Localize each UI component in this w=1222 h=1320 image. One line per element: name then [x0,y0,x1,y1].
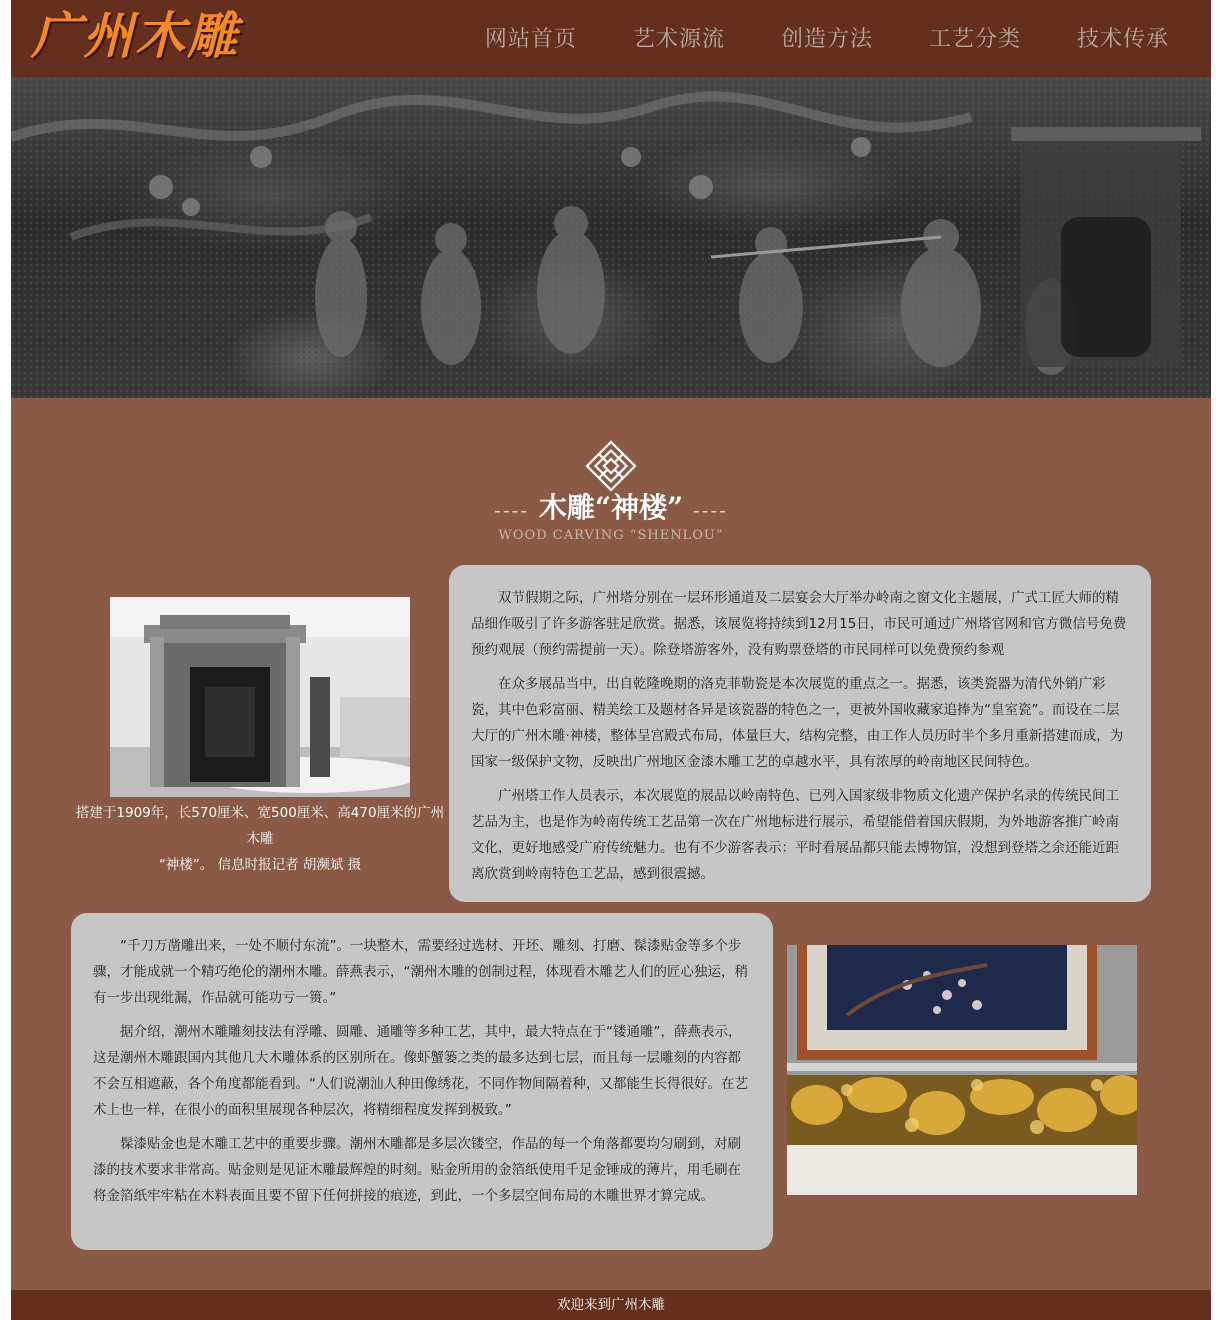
article-box-1 [449,565,1151,902]
gilded-carving-photo [787,945,1137,1195]
shenlou-photo [110,597,410,797]
article-1-paragraph: 在众多展品当中，出自乾隆晚期的洛克菲勒瓷是本次展览的重点之一。据悉，该类瓷器为清代外销广彩瓷，其中色彩富丽、精美绘工及题材各异是该瓷器的特色之一，更被外国收藏家追捧为“皇室瓷”。而设在二层大厅的广州木雕·神楼，整体呈宫殿式布局，体量巨大，结构完整，由工作人员历时半个多月重新搭建而成，为国家一级保护文物，反映出广州地区金漆木雕工艺的卓越水平，具有浓厚的岭南地区民间特色。 [471,676,1124,770]
photo-caption [70,800,450,878]
nav-item-heritage[interactable]: 技术传承 [1076,27,1169,52]
article-1-paragraph: 双节假期之际，广州塔分别在一层环形通道及二层宴会大厅举办岭南之窗文化主题展，广式工匠大师的精品细作吸引了许多游客驻足欣赏。据悉，该展览将持续到12月15日，市民可通过广州塔官网和官方微信号免费预约观展（预约需提前一天）。除登塔游客外，没有购票登塔的市民同样可以免费预约参观 [471,590,1127,658]
section-title-text: 木雕“神楼” [538,491,684,524]
banner-carving-illustration [11,77,1211,398]
nav-item-categories[interactable]: 工艺分类 [928,27,1021,52]
knot-emblem-icon [585,440,637,492]
article-2-paragraph: 髹漆贴金也是木雕工艺中的重要步骤。潮州木雕都是多层次镂空，作品的每一个角落都要均匀刷到，对刷漆的技术要求非常高。贴金则是见证木雕最辉煌的时刻。贴金所用的金箔纸使用千足金锤成的薄片，用毛刷在将金箔纸牢牢粘在木料表面且要不留下任何拼接的痕迹，到此，一个多层空间布局的木雕世界才算完成。 [93,1136,741,1204]
article-2-paragraph: “千刀万凿雕出来，一处不顺付东流”。一块整木，需要经过选材、开坯、雕刻、打磨、髹漆贴金等多个步骤，才能成就一个精巧绝伦的潮州木雕。薛燕表示，“潮州木雕的创制过程，体现看木雕艺人们的匠心独运，稍有一步出现纰漏，作品就可能功亏一篑。” [93,938,748,1006]
title-dash-right: ---- [692,498,728,522]
photo-caption-line-1: 搭建于1909年，长570厘米、宽500厘米、高470厘米的广州木雕 [75,805,445,847]
gilded-carving-illustration [787,945,1137,1195]
site-footer: 欢迎来到广州木雕 [11,1290,1211,1320]
photo-caption-line-2: “神楼”。 信息时报记者 胡濒斌 摄 [158,857,362,873]
article-1-paragraph: 广州塔工作人员表示，本次展览的展品以岭南特色、已列入国家级非物质文化遗产保护名录的传统民间工艺品为主，也是作为岭南传统工艺品第一次在广州地标进行展示，希望能借着国庆假期，为外地游客推广岭南文化，更好地感受广府传统魅力。也有不少游客表示：平时看展品都只能去博物馆，没想到登塔之余还能近距离欣赏到岭南特色工艺品，感到很震撼。 [471,788,1119,882]
banner-image [11,77,1211,398]
site-logo[interactable]: 广州木雕 [31,6,239,65]
main-nav [485,22,1169,58]
section-title [11,488,1211,530]
page [11,0,1211,1320]
section-subtitle: WOOD CARVING “SHENLOU” [498,528,724,543]
article-2-paragraph: 据介绍，潮州木雕雕刻技法有浮雕、圆雕、通雕等多种工艺，其中，最大特点在于“镂通雕”，薛燕表示，这是潮州木雕跟国内其他几大木雕体系的区别所在。像虾蟹篓之类的最多达到七层，而且每一层雕刻的内容都不会互相遮蔽，各个角度都能看到。“人们说潮汕人种田像绣花，不同作物间隔着种，又都能生长得很好。在艺术上也一样，在很小的面积里展现各种层次，将精细程度发挥到极致。” [93,1024,748,1118]
site-header [11,0,1211,77]
nav-item-methods[interactable]: 创造方法 [780,27,873,52]
shenlou-illustration [110,597,410,797]
article-box-2 [71,913,773,1250]
nav-item-origins[interactable]: 艺术源流 [632,27,725,52]
nav-item-home[interactable]: 网站首页 [484,27,577,52]
title-dash-left: ---- [494,498,530,522]
